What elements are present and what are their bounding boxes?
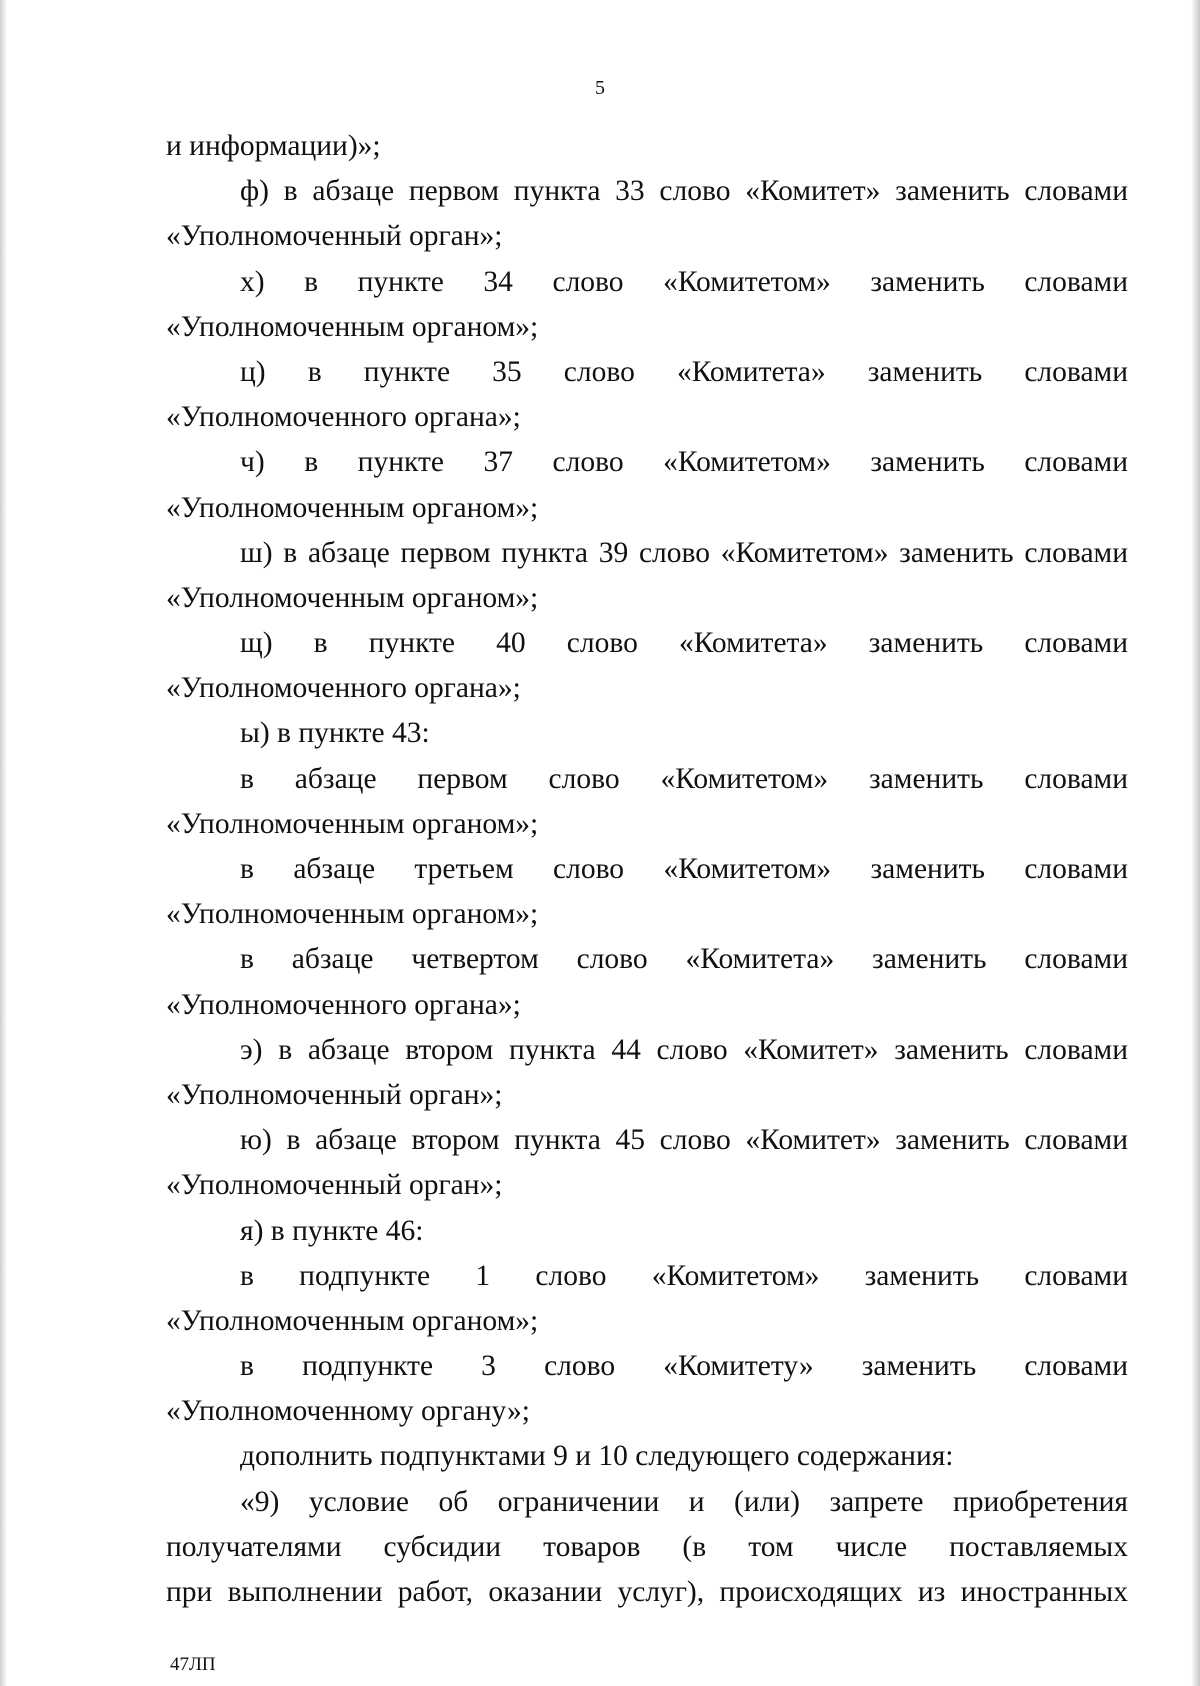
text-line: «Уполномоченного органа»; <box>166 988 521 1021</box>
text-line: «Уполномоченного органа»; <box>166 401 521 434</box>
text-line: «Уполномоченным органом»; <box>166 807 539 840</box>
text-line: ф) в абзаце первом пункта 33 слово «Комитет» заменить словами <box>240 175 1128 208</box>
text-line: «Уполномоченному органу»; <box>166 1395 530 1428</box>
text-line: дополнить подпунктами 9 и 10 следующего содержания: <box>240 1440 954 1473</box>
text-line: «Уполномоченным органом»; <box>166 898 539 931</box>
scan-edge-left <box>0 0 7 1686</box>
text-line: и информации)»; <box>166 130 381 162</box>
text-line: в абзаце первом слово «Комитетом» заменить словами <box>240 762 1128 795</box>
scan-edge-right <box>1191 0 1200 1686</box>
text-line: х) в пункте 34 слово «Комитетом» заменить словами <box>240 265 1128 298</box>
text-line: в подпункте 1 слово «Комитетом» заменить словами <box>240 1259 1128 1292</box>
text-line: «9) условие об ограничении и (или) запрете приобретения <box>240 1485 1128 1518</box>
text-line: «Уполномоченным органом»; <box>166 581 539 614</box>
document-body <box>166 124 1128 1615</box>
text-line: «Уполномоченного органа»; <box>166 672 521 705</box>
text-line: ц) в пункте 35 слово «Комитета» заменить словами <box>240 355 1128 388</box>
text-line: э) в абзаце втором пункта 44 слово «Комитет» заменить словами <box>240 1033 1128 1066</box>
text-line: в подпункте 3 слово «Комитету» заменить словами <box>240 1350 1128 1383</box>
text-line: «Уполномоченным органом»; <box>166 1304 539 1337</box>
text-line: «Уполномоченным органом»; <box>166 310 539 343</box>
text-line: в абзаце четвертом слово «Комитета» заменить словами <box>240 943 1128 976</box>
text-line: «Уполномоченный орган»; <box>166 1169 503 1202</box>
text-line: получателями субсидии товаров (в том числе поставляемых <box>166 1530 1128 1563</box>
text-line: при выполнении работ, оказании услуг), происходящих из иностранных <box>166 1576 1128 1608</box>
text-line: ы) в пункте 43: <box>240 717 430 750</box>
page-number: 5 <box>595 77 605 99</box>
text-line: я) в пункте 46: <box>240 1214 424 1247</box>
text-line: щ) в пункте 40 слово «Комитета» заменить словами <box>240 627 1128 660</box>
text-line: «Уполномоченный орган»; <box>166 220 503 253</box>
text-line: ю) в абзаце втором пункта 45 слово «Комитет» заменить словами <box>240 1124 1128 1157</box>
text-line: ч) в пункте 37 слово «Комитетом» заменить словами <box>240 446 1128 479</box>
text-line: в абзаце третьем слово «Комитетом» заменить словами <box>240 853 1128 885</box>
text-line: ш) в абзаце первом пункта 39 слово «Комитетом» заменить словами <box>240 536 1128 569</box>
text-line: «Уполномоченный орган»; <box>166 1078 503 1111</box>
footer-document-code: 47ЛП <box>170 1654 216 1675</box>
text-line: «Уполномоченным органом»; <box>166 491 539 524</box>
